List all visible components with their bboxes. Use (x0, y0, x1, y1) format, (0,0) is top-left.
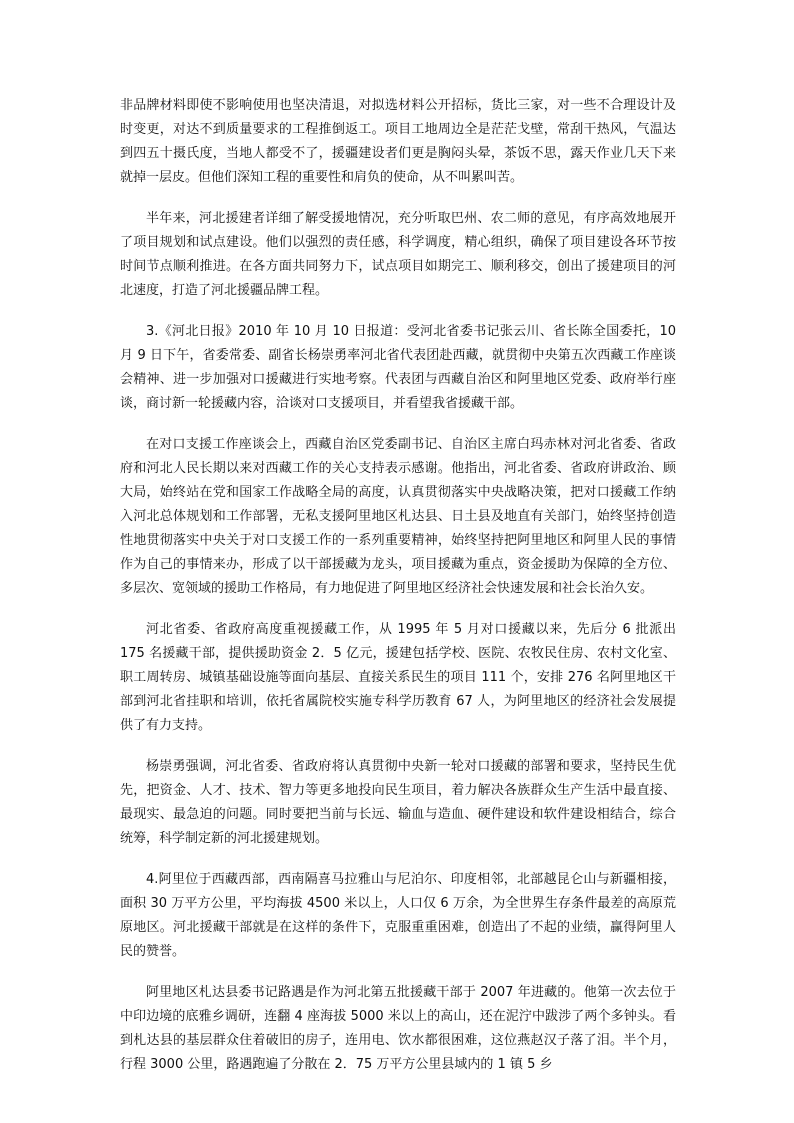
paragraph-1: 非品牌材料即使不影响使用也坚决清退，对拟选材料公开招标，货比三家，对一些不合理设计及时变更，对达不到质量要求的工程推倒返工。项目工地周边全是茫茫戈壁，常刮干热风，气温达到四五十摄氏度，当地人都受不了，援疆建设者们更是胸闷头晕，茶饭不思，露天作业几天下来就掉一层皮。但他们深知工程的重要性和肩负的使命，从不叫累叫苦。 (120, 98, 676, 185)
paragraph-7: 4.阿里位于西藏西部，西南隔喜马拉雅山与尼泊尔、印度相邻，北部越昆仑山与新疆相接，面积 30 万平方公里，平均海拔 4500 米以上，人口仅 6 万余，为全世界生存条件最差的高原荒原地区。河北援藏干部就是在这样的条件下，克服重重困难，创造出了不起的业绩，赢得阿里人民的赞誉。 (120, 872, 676, 959)
document-body (120, 94, 676, 1094)
paragraph-6: 杨崇勇强调，河北省委、省政府将认真贯彻中央新一轮对口援藏的部署和要求，坚持民生优先，把资金、人才、技术、智力等更多地投向民生项目，着力解决各族群众生产生活中最直接、最现实、最急迫的问题。同时要把当前与长远、输血与造血、硬件建设和软件建设相结合，综合统筹，科学制定新的河北援建规划。 (120, 759, 676, 846)
paragraph-8: 阿里地区札达县委书记路遇是作为河北第五批援藏干部于 2007 年进藏的。他第一次去位于中印边境的底雅乡调研，连翻 4 座海拔 5000 米以上的高山，还在泥泞中跋涉了两个多钟头。看到札达县的基层群众住着破旧的房子，连用电、饮水都很困难，这位燕赵汉子落了泪。半个月，行程 3000 公里，路遇跑遍了分散在 2．75 万平方公里县域内的 1 镇 5 乡 (120, 985, 676, 1072)
paragraph-3: 3.《河北日报》2010 年 10 月 10 日报道：受河北省委书记张云川、省长陈全国委托，10 月 9 日下午，省委常委、副省长杨崇勇率河北省代表团赴西藏，就贯彻中央第五次西藏工作座谈会精神、进一步加强对口援藏进行实地考察。代表团与西藏自治区和阿里地区党委、政府举行座谈，商讨新一轮援藏内容，洽谈对口支援项目，并看望我省援藏干部。 (120, 324, 676, 411)
paragraph-2: 半年来，河北援建者详细了解受援地情况，充分听取巴州、农二师的意见，有序高效地展开了项目规划和试点建设。他们以强烈的责任感，科学调度，精心组织，确保了项目建设各环节按时间节点顺利推进。在各方面共同努力下，试点项目如期完工、顺利移交，创出了援建项目的河北速度，打造了河北援疆品牌工程。 (120, 211, 676, 298)
paragraph-4: 在对口支援工作座谈会上，西藏自治区党委副书记、自治区主席白玛赤林对河北省委、省政府和河北人民长期以来对西藏工作的关心支持表示感谢。他指出，河北省委、省政府讲政治、顾大局，始终站在党和国家工作战略全局的高度，认真贯彻落实中央战略决策，把对口援藏工作纳入河北总体规划和工作部署，无私支援阿里地区札达县、日土县及地直有关部门，始终坚持创造性地贯彻落实中央关于对口支援工作的一系列重要精神，始终坚持把阿里地区和阿里人民的事情作为自己的事情来办，形成了以干部援藏为龙头，项目援藏为重点，资金援助为保障的全方位、多层次、宽领域的援助工作格局，有力地促进了阿里地区经济社会快速发展和社会长治久安。 (120, 437, 676, 596)
paragraph-5: 河北省委、省政府高度重视援藏工作，从 1995 年 5 月对口援藏以来，先后分 6 批派出 175 名援藏干部，提供援助资金 2．5 亿元，援建包括学校、医院、农牧民住房、农村文化室、职工周转房、城镇基础设施等面向基层、直接关系民生的项目 111 个，安排 276 名阿里地区干部到河北省挂职和培训，依托省属院校实施专科学历教育 67 人，为阿里地区的经济社会发展提供了有力支持。 (120, 622, 676, 733)
